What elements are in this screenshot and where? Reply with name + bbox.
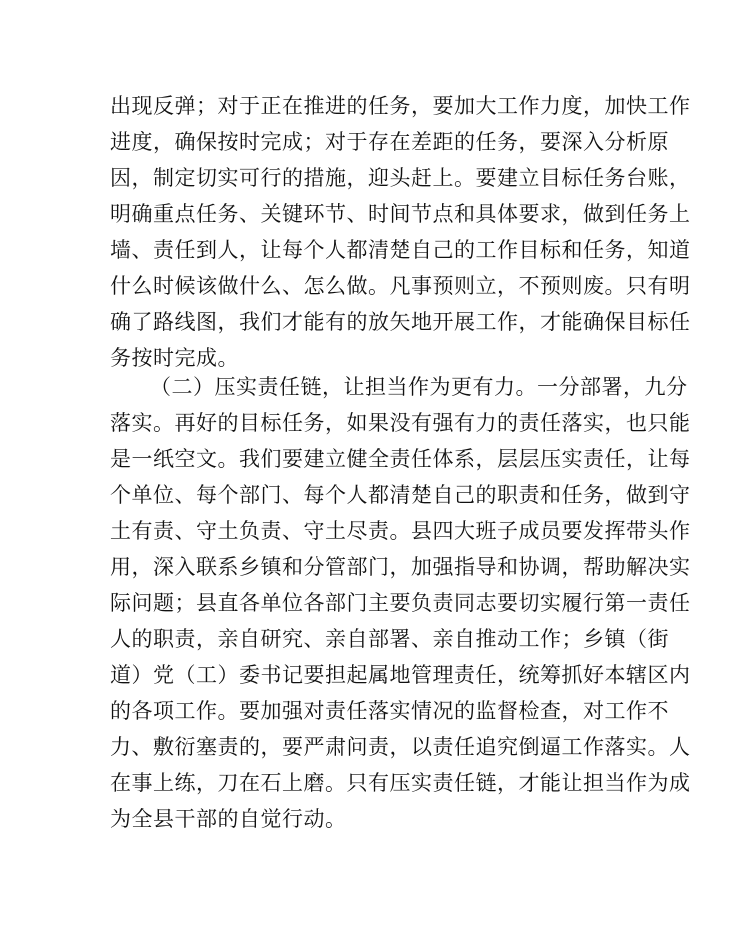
text-line: 际问题；县直各单位各部门主要负责同志要切实履行第一责任 [110,591,691,615]
text-line: 人的职责，亲自研究、亲自部署、亲自推动工作；乡镇（街 [110,627,669,651]
section-heading-line: （二）压实责任链，让担当作为更有力。一分部署，九分 [150,375,688,399]
text-line: 是一纸空文。我们要建立健全责任体系，层层压实责任，让每 [110,447,691,471]
text-line: 什么时候该做什么、怎么做。凡事预则立，不预则废。只有明 [110,274,691,298]
text-line: 落实。再好的目标任务，如果没有强有力的责任落实，也只能 [110,411,691,435]
text-line: 在事上练，刀在石上磨。只有压实责任链，才能让担当作为成 [110,771,691,795]
text-line: 力、敷衍塞责的，要严肃问责，以责任追究倒逼工作落实。人 [110,735,691,759]
text-line: 的各项工作。要加强对责任落实情况的监督检查，对工作不 [110,699,669,723]
text-line: 务按时完成。 [110,346,239,370]
text-line: 为全县干部的自觉行动。 [110,807,347,831]
text-line: 明确重点任务、关键环节、时间节点和具体要求，做到任务上 [110,202,691,226]
text-line: 个单位、每个部门、每个人都清楚自己的职责和任务，做到守 [110,483,691,507]
text-line: 墙、责任到人，让每个人都清楚自己的工作目标和任务，知道 [110,238,691,262]
text-line: 出现反弹；对于正在推进的任务，要加大工作力度，加快工作 [110,94,691,118]
text-line: 用，深入联系乡镇和分管部门，加强指导和协调，帮助解决实 [110,555,691,579]
text-line: 进度，确保按时完成；对于存在差距的任务，要深入分析原 [110,130,669,154]
text-line: 土有责、守土负责、守土尽责。县四大班子成员要发挥带头作 [110,519,691,543]
text-line: 确了路线图，我们才能有的放矢地开展工作，才能确保目标任 [110,310,691,334]
text-line: 因，制定切实可行的措施，迎头赶上。要建立目标任务台账， [110,166,691,190]
text-line: 道）党（工）委书记要担起属地管理责任，统筹抓好本辖区内 [110,663,691,687]
